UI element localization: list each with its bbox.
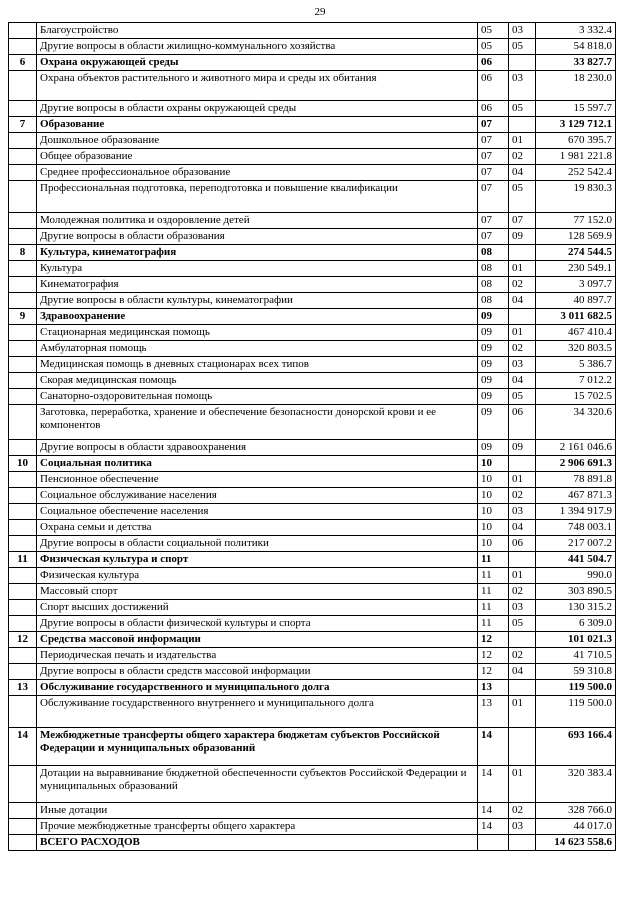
row-name: Кинематография xyxy=(37,277,478,293)
row-subsection-code: 06 xyxy=(509,405,536,440)
table-row xyxy=(9,341,616,357)
table-row xyxy=(9,213,616,229)
table-section-row xyxy=(9,680,616,696)
row-number: 7 xyxy=(9,117,37,133)
row-amount: 670 395.7 xyxy=(536,133,616,149)
row-amount: 3 129 712.1 xyxy=(536,117,616,133)
table-row xyxy=(9,568,616,584)
row-section-code: 05 xyxy=(478,23,509,39)
row-section-code: 08 xyxy=(478,261,509,277)
row-number xyxy=(9,341,37,357)
row-name: Средства массовой информации xyxy=(37,632,478,648)
row-amount: 44 017.0 xyxy=(536,819,616,835)
row-amount: 320 803.5 xyxy=(536,341,616,357)
row-subsection-code: 01 xyxy=(509,472,536,488)
row-section-code: 11 xyxy=(478,600,509,616)
row-number xyxy=(9,616,37,632)
table-row xyxy=(9,165,616,181)
row-subsection-code xyxy=(509,680,536,696)
row-name: Другие вопросы в области социальной политики xyxy=(37,536,478,552)
row-number xyxy=(9,803,37,819)
table-section-row xyxy=(9,117,616,133)
row-number xyxy=(9,600,37,616)
row-amount: 320 383.4 xyxy=(536,766,616,803)
row-number xyxy=(9,472,37,488)
table-row xyxy=(9,389,616,405)
row-section-code: 10 xyxy=(478,456,509,472)
row-number xyxy=(9,101,37,117)
table-row xyxy=(9,39,616,55)
row-section-code: 14 xyxy=(478,819,509,835)
row-section-code: 09 xyxy=(478,341,509,357)
row-name: Дотации на выравнивание бюджетной обеспеченности субъектов Российской Федерации и муниципальных образований xyxy=(37,766,478,803)
row-subsection-code: 04 xyxy=(509,293,536,309)
row-subsection-code: 03 xyxy=(509,819,536,835)
row-name: Молодежная политика и оздоровление детей xyxy=(37,213,478,229)
row-name: Другие вопросы в области средств массовой информации xyxy=(37,664,478,680)
row-amount: 77 152.0 xyxy=(536,213,616,229)
row-subsection-code xyxy=(509,728,536,766)
row-section-code: 07 xyxy=(478,165,509,181)
row-amount: 101 021.3 xyxy=(536,632,616,648)
budget-table-body xyxy=(9,23,616,851)
row-subsection-code: 06 xyxy=(509,536,536,552)
row-number xyxy=(9,664,37,680)
row-amount: 7 012.2 xyxy=(536,373,616,389)
row-subsection-code: 03 xyxy=(509,504,536,520)
row-subsection-code: 05 xyxy=(509,616,536,632)
row-section-code: 13 xyxy=(478,680,509,696)
row-number xyxy=(9,405,37,440)
row-section-code: 12 xyxy=(478,664,509,680)
row-name: Пенсионное обеспечение xyxy=(37,472,478,488)
row-section-code: 07 xyxy=(478,117,509,133)
table-row xyxy=(9,149,616,165)
row-section-code: 11 xyxy=(478,616,509,632)
row-number xyxy=(9,536,37,552)
row-number xyxy=(9,648,37,664)
row-number xyxy=(9,39,37,55)
row-subsection-code: 02 xyxy=(509,648,536,664)
row-subsection-code xyxy=(509,456,536,472)
row-number xyxy=(9,293,37,309)
row-name: Охрана семьи и детства xyxy=(37,520,478,536)
row-subsection-code: 04 xyxy=(509,165,536,181)
row-section-code: 14 xyxy=(478,766,509,803)
page-number: 29 xyxy=(314,6,326,18)
row-amount: 2 906 691.3 xyxy=(536,456,616,472)
row-section-code: 09 xyxy=(478,357,509,373)
row-subsection-code xyxy=(509,245,536,261)
table-row xyxy=(9,803,616,819)
row-amount: 3 011 682.5 xyxy=(536,309,616,325)
row-subsection-code: 03 xyxy=(509,71,536,101)
row-section-code: 10 xyxy=(478,488,509,504)
table-section-row xyxy=(9,456,616,472)
table-row xyxy=(9,133,616,149)
row-subsection-code: 09 xyxy=(509,229,536,245)
row-name: Охрана объектов растительного и животного мира и среды их обитания xyxy=(37,71,478,101)
row-number xyxy=(9,504,37,520)
row-subsection-code: 02 xyxy=(509,584,536,600)
row-section-code: 14 xyxy=(478,803,509,819)
row-number: 12 xyxy=(9,632,37,648)
row-section-code: 10 xyxy=(478,536,509,552)
row-name: Культура xyxy=(37,261,478,277)
row-number xyxy=(9,213,37,229)
table-row xyxy=(9,440,616,456)
row-number xyxy=(9,261,37,277)
row-amount: 328 766.0 xyxy=(536,803,616,819)
row-subsection-code: 02 xyxy=(509,149,536,165)
table-row xyxy=(9,181,616,213)
row-name: Амбулаторная помощь xyxy=(37,341,478,357)
row-subsection-code: 02 xyxy=(509,341,536,357)
row-amount: 274 544.5 xyxy=(536,245,616,261)
table-row xyxy=(9,325,616,341)
row-name: Обслуживание государственного и муниципального долга xyxy=(37,680,478,696)
row-section-code: 07 xyxy=(478,133,509,149)
row-number xyxy=(9,766,37,803)
row-amount: 2 161 046.6 xyxy=(536,440,616,456)
row-subsection-code: 05 xyxy=(509,389,536,405)
table-row xyxy=(9,584,616,600)
row-subsection-code: 01 xyxy=(509,325,536,341)
row-section-code: 12 xyxy=(478,648,509,664)
table-row xyxy=(9,101,616,117)
row-name: Медицинская помощь в дневных стационарах всех типов xyxy=(37,357,478,373)
row-name: Спорт высших достижений xyxy=(37,600,478,616)
row-amount: 19 830.3 xyxy=(536,181,616,213)
row-amount: 990.0 xyxy=(536,568,616,584)
row-name: Другие вопросы в области жилищно-коммунального хозяйства xyxy=(37,39,478,55)
row-subsection-code: 03 xyxy=(509,23,536,39)
row-section-code: 10 xyxy=(478,504,509,520)
row-section-code: 08 xyxy=(478,277,509,293)
table-row xyxy=(9,648,616,664)
row-name: Массовый спорт xyxy=(37,584,478,600)
row-section-code: 09 xyxy=(478,389,509,405)
row-name: Другие вопросы в области культуры, кинематографии xyxy=(37,293,478,309)
table-section-row xyxy=(9,55,616,71)
row-amount: 15 597.7 xyxy=(536,101,616,117)
table-section-row xyxy=(9,835,616,851)
row-number xyxy=(9,819,37,835)
row-section-code: 09 xyxy=(478,440,509,456)
row-amount: 230 549.1 xyxy=(536,261,616,277)
table-row xyxy=(9,23,616,39)
row-amount: 1 981 221.8 xyxy=(536,149,616,165)
row-name: Другие вопросы в области охраны окружающей среды xyxy=(37,101,478,117)
row-name: Дошкольное образование xyxy=(37,133,478,149)
row-section-code: 09 xyxy=(478,309,509,325)
row-amount: 3 097.7 xyxy=(536,277,616,293)
row-amount: 18 230.0 xyxy=(536,71,616,101)
row-amount: 128 569.9 xyxy=(536,229,616,245)
table-row xyxy=(9,766,616,803)
row-name: Другие вопросы в области образования xyxy=(37,229,478,245)
row-subsection-code: 05 xyxy=(509,101,536,117)
row-section-code: 07 xyxy=(478,229,509,245)
row-number: 14 xyxy=(9,728,37,766)
row-name: Социальное обслуживание населения xyxy=(37,488,478,504)
row-number xyxy=(9,520,37,536)
row-name: Другие вопросы в области здравоохранения xyxy=(37,440,478,456)
row-amount: 217 007.2 xyxy=(536,536,616,552)
row-amount: 119 500.0 xyxy=(536,696,616,728)
row-subsection-code xyxy=(509,309,536,325)
table-row xyxy=(9,229,616,245)
row-amount: 748 003.1 xyxy=(536,520,616,536)
row-name: Межбюджетные трансферты общего характера бюджетам субъектов Российской Федерации и муниципальных образований xyxy=(37,728,478,766)
row-section-code: 12 xyxy=(478,632,509,648)
row-section-code: 11 xyxy=(478,552,509,568)
row-subsection-code xyxy=(509,55,536,71)
table-row xyxy=(9,472,616,488)
row-amount: 693 166.4 xyxy=(536,728,616,766)
row-subsection-code xyxy=(509,632,536,648)
row-name: Прочие межбюджетные трансферты общего характера xyxy=(37,819,478,835)
row-subsection-code: 01 xyxy=(509,133,536,149)
row-name: Другие вопросы в области физической культуры и спорта xyxy=(37,616,478,632)
row-subsection-code xyxy=(509,835,536,851)
row-section-code xyxy=(478,835,509,851)
row-amount: 303 890.5 xyxy=(536,584,616,600)
table-section-row xyxy=(9,632,616,648)
row-number xyxy=(9,696,37,728)
row-name: Культура, кинематография xyxy=(37,245,478,261)
row-subsection-code xyxy=(509,117,536,133)
table-row xyxy=(9,664,616,680)
row-section-code: 06 xyxy=(478,71,509,101)
row-number xyxy=(9,440,37,456)
row-number xyxy=(9,277,37,293)
row-number xyxy=(9,584,37,600)
row-name: Благоустройство xyxy=(37,23,478,39)
row-number xyxy=(9,133,37,149)
table-row xyxy=(9,373,616,389)
row-section-code: 13 xyxy=(478,696,509,728)
row-number xyxy=(9,568,37,584)
row-number xyxy=(9,149,37,165)
table-row xyxy=(9,520,616,536)
table-row xyxy=(9,405,616,440)
row-number xyxy=(9,165,37,181)
row-section-code: 09 xyxy=(478,325,509,341)
row-amount: 3 332.4 xyxy=(536,23,616,39)
row-subsection-code: 05 xyxy=(509,39,536,55)
table-row xyxy=(9,277,616,293)
row-number xyxy=(9,23,37,39)
row-subsection-code: 04 xyxy=(509,520,536,536)
row-subsection-code: 02 xyxy=(509,803,536,819)
row-amount: 59 310.8 xyxy=(536,664,616,680)
row-name: Образование xyxy=(37,117,478,133)
row-subsection-code: 01 xyxy=(509,696,536,728)
row-amount: 34 320.6 xyxy=(536,405,616,440)
row-name: Здравоохранение xyxy=(37,309,478,325)
row-amount: 15 702.5 xyxy=(536,389,616,405)
row-name: Социальная политика xyxy=(37,456,478,472)
row-section-code: 09 xyxy=(478,405,509,440)
row-section-code: 06 xyxy=(478,55,509,71)
row-number xyxy=(9,357,37,373)
row-section-code: 07 xyxy=(478,149,509,165)
row-subsection-code: 04 xyxy=(509,373,536,389)
row-number xyxy=(9,488,37,504)
row-section-code: 07 xyxy=(478,213,509,229)
row-amount: 6 309.0 xyxy=(536,616,616,632)
row-name: Заготовка, переработка, хранение и обеспечение безопасности донорской крови и ее компонентов xyxy=(37,405,478,440)
budget-table xyxy=(8,22,616,851)
row-name: Среднее профессиональное образование xyxy=(37,165,478,181)
table-row xyxy=(9,600,616,616)
row-section-code: 14 xyxy=(478,728,509,766)
row-amount: 252 542.4 xyxy=(536,165,616,181)
row-name: Физическая культура xyxy=(37,568,478,584)
table-section-row xyxy=(9,309,616,325)
row-subsection-code: 02 xyxy=(509,277,536,293)
table-row xyxy=(9,293,616,309)
table-row xyxy=(9,504,616,520)
row-name: Профессиональная подготовка, переподготовка и повышение квалификации xyxy=(37,181,478,213)
row-section-code: 11 xyxy=(478,568,509,584)
row-subsection-code: 03 xyxy=(509,357,536,373)
row-section-code: 11 xyxy=(478,584,509,600)
row-section-code: 10 xyxy=(478,520,509,536)
row-subsection-code: 09 xyxy=(509,440,536,456)
row-number xyxy=(9,229,37,245)
table-row xyxy=(9,71,616,101)
table-row xyxy=(9,357,616,373)
row-number xyxy=(9,835,37,851)
row-name: Иные дотации xyxy=(37,803,478,819)
row-section-code: 10 xyxy=(478,472,509,488)
row-number xyxy=(9,181,37,213)
row-subsection-code: 01 xyxy=(509,766,536,803)
row-name: Скорая медицинская помощь xyxy=(37,373,478,389)
row-amount: 5 386.7 xyxy=(536,357,616,373)
row-name: ВСЕГО РАСХОДОВ xyxy=(37,835,478,851)
row-number: 8 xyxy=(9,245,37,261)
row-section-code: 08 xyxy=(478,293,509,309)
row-section-code: 07 xyxy=(478,181,509,213)
row-amount: 78 891.8 xyxy=(536,472,616,488)
table-section-row xyxy=(9,245,616,261)
table-row xyxy=(9,696,616,728)
row-amount: 467 410.4 xyxy=(536,325,616,341)
table-section-row xyxy=(9,552,616,568)
row-section-code: 08 xyxy=(478,245,509,261)
row-name: Общее образование xyxy=(37,149,478,165)
row-subsection-code: 02 xyxy=(509,488,536,504)
table-row xyxy=(9,488,616,504)
row-section-code: 05 xyxy=(478,39,509,55)
row-number xyxy=(9,71,37,101)
row-section-code: 09 xyxy=(478,373,509,389)
row-name: Обслуживание государственного внутреннего и муниципального долга xyxy=(37,696,478,728)
row-name: Охрана окружающей среды xyxy=(37,55,478,71)
row-number xyxy=(9,389,37,405)
row-name: Стационарная медицинская помощь xyxy=(37,325,478,341)
table-row xyxy=(9,261,616,277)
row-number: 9 xyxy=(9,309,37,325)
row-amount: 441 504.7 xyxy=(536,552,616,568)
row-amount: 14 623 558.6 xyxy=(536,835,616,851)
row-number: 6 xyxy=(9,55,37,71)
row-subsection-code: 01 xyxy=(509,568,536,584)
row-amount: 40 897.7 xyxy=(536,293,616,309)
row-name: Физическая культура и спорт xyxy=(37,552,478,568)
row-amount: 130 315.2 xyxy=(536,600,616,616)
row-amount: 467 871.3 xyxy=(536,488,616,504)
table-row xyxy=(9,536,616,552)
row-number xyxy=(9,373,37,389)
row-name: Санаторно-оздоровительная помощь xyxy=(37,389,478,405)
row-subsection-code: 03 xyxy=(509,600,536,616)
row-number: 11 xyxy=(9,552,37,568)
row-subsection-code: 04 xyxy=(509,664,536,680)
row-number: 13 xyxy=(9,680,37,696)
row-number: 10 xyxy=(9,456,37,472)
row-subsection-code: 05 xyxy=(509,181,536,213)
row-subsection-code: 01 xyxy=(509,261,536,277)
row-subsection-code: 07 xyxy=(509,213,536,229)
row-amount: 54 818.0 xyxy=(536,39,616,55)
row-subsection-code xyxy=(509,552,536,568)
table-row xyxy=(9,616,616,632)
row-amount: 1 394 917.9 xyxy=(536,504,616,520)
row-amount: 33 827.7 xyxy=(536,55,616,71)
row-amount: 119 500.0 xyxy=(536,680,616,696)
row-amount: 41 710.5 xyxy=(536,648,616,664)
table-section-row xyxy=(9,728,616,766)
row-name: Социальное обеспечение населения xyxy=(37,504,478,520)
row-name: Периодическая печать и издательства xyxy=(37,648,478,664)
table-row xyxy=(9,819,616,835)
row-section-code: 06 xyxy=(478,101,509,117)
row-number xyxy=(9,325,37,341)
